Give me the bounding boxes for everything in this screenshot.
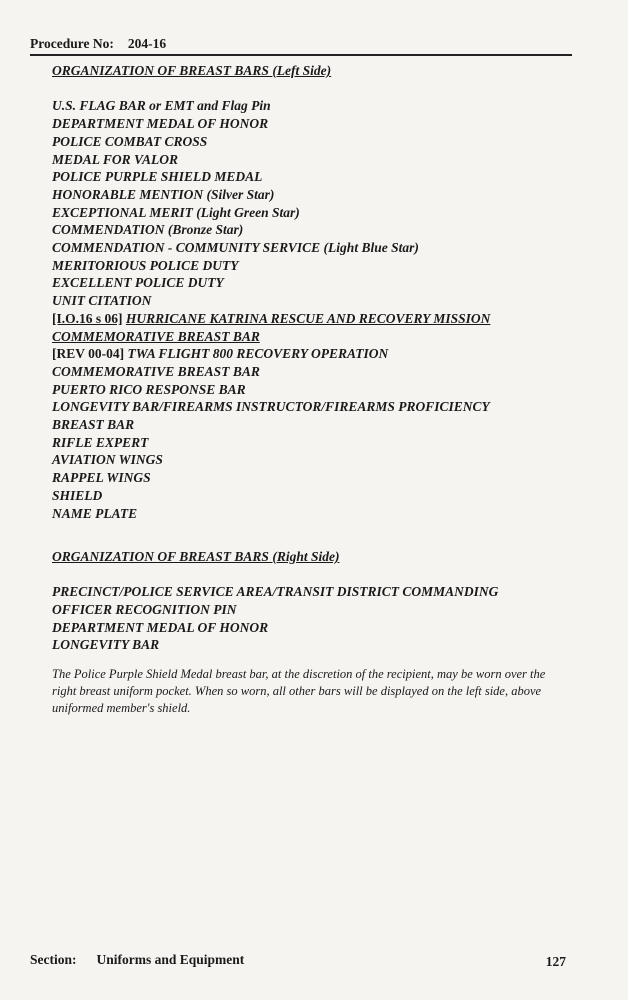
section-label: Section: (30, 952, 77, 967)
purple-shield-note: The Police Purple Shield Medal breast bar, at the discretion of the recipient, may be worn over the right breast uniform pocket. When so worn, all other bars will be displayed on the left side, above uniformed member's shield. (52, 667, 546, 716)
list-item: COMMENDATION - COMMUNITY SERVICE (Light Blue Star) (52, 240, 419, 256)
list-item: SHIELD (52, 487, 103, 503)
katrina-line2: COMMEMORATIVE BREAST BAR (52, 328, 260, 344)
list-item: NAME PLATE (52, 505, 138, 521)
revision-ref: [I.O.16 s 06] (52, 310, 123, 326)
list-item: POLICE COMBAT CROSS (52, 133, 208, 149)
procedure-label: Procedure No: (30, 36, 114, 51)
list-item: LONGEVITY BAR (52, 637, 160, 653)
left-side-list (52, 97, 572, 522)
right-side-list (52, 583, 572, 654)
twa-item (52, 345, 572, 363)
list-item: PUERTO RICO RESPONSE BAR (52, 381, 246, 397)
page-number: 127 (545, 954, 566, 969)
main-content (52, 62, 572, 717)
list-item: EXCELLENT POLICE DUTY (52, 275, 224, 291)
right-side-heading: ORGANIZATION OF BREAST BARS (Right Side) (52, 548, 340, 564)
list-item: LONGEVITY BAR/FIREARMS INSTRUCTOR/FIREARMS PROFICIENCY (52, 399, 490, 415)
list-item: MERITORIOUS POLICE DUTY (52, 257, 239, 273)
page-footer (30, 952, 566, 968)
section-value: Uniforms and Equipment (96, 952, 245, 967)
list-item: UNIT CITATION (52, 293, 152, 309)
list-item: POLICE PURPLE SHIELD MEDAL (52, 169, 263, 185)
list-item: RIFLE EXPERT (52, 434, 149, 450)
list-item: PRECINCT/POLICE SERVICE AREA/TRANSIT DISTRICT COMMANDING (52, 584, 499, 600)
list-item: EXCEPTIONAL MERIT (Light Green Star) (52, 204, 300, 220)
twa-line1: TWA FLIGHT 800 RECOVERY OPERATION (127, 346, 389, 362)
list-item: HONORABLE MENTION (Silver Star) (52, 186, 275, 202)
katrina-item (52, 310, 572, 328)
revision-ref: [REV 00-04] (52, 346, 125, 362)
procedure-header (30, 36, 572, 56)
list-item: BREAST BAR (52, 417, 135, 433)
list-item: DEPARTMENT MEDAL OF HONOR (52, 619, 269, 635)
list-item: DEPARTMENT MEDAL OF HONOR (52, 116, 269, 132)
left-side-heading: ORGANIZATION OF BREAST BARS (Left Side) (52, 63, 332, 78)
list-item: MEDAL FOR VALOR (52, 151, 179, 167)
list-item: U.S. FLAG BAR or EMT and Flag Pin (52, 98, 271, 114)
list-item: COMMENDATION (Bronze Star) (52, 222, 244, 238)
twa-line2: COMMEMORATIVE BREAST BAR (52, 363, 260, 379)
procedure-number: 204-16 (127, 36, 167, 51)
list-item: RAPPEL WINGS (52, 470, 151, 486)
katrina-line1: HURRICANE KATRINA RESCUE AND RECOVERY MISSION (125, 310, 491, 326)
list-item: OFFICER RECOGNITION PIN (52, 602, 237, 618)
list-item: AVIATION WINGS (52, 452, 163, 468)
